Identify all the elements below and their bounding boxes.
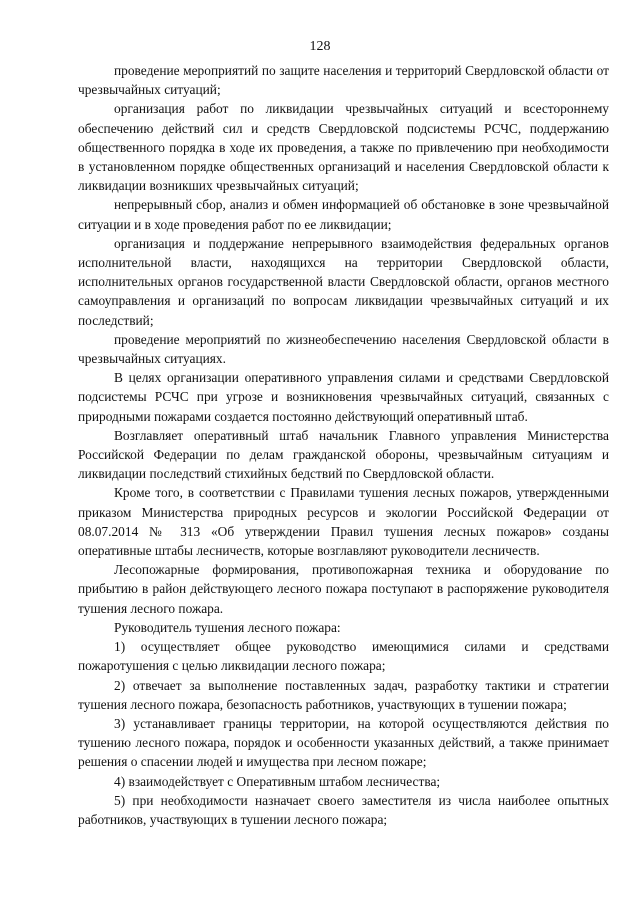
document-body: [78, 61, 609, 829]
list-item: 5) при необходимости назначает своего заместителя из числа наиболее опытных работников, участвующих в тушении лесного пожара;: [78, 792, 609, 827]
paragraph: Руководитель тушения лесного пожара:: [114, 619, 341, 635]
paragraph: проведение мероприятий по защите населения и территорий Свердловской области от чрезвычайных ситуаций;: [78, 63, 609, 98]
paragraph: Кроме того, в соответствии с Правилами тушения лесных пожаров, утвержденными приказом Министерства природных ресурсов и экологии Российской Федерации от 08.07.2014 № 313 «Об утверждении Правил тушения лесных пожаров» созданы оперативные штабы лесничеств, которые возглавляют руководители лесничеств.: [78, 485, 609, 559]
page-number: 128: [309, 39, 331, 54]
list-item: 4) взаимодействует с Оперативным штабом лесничества;: [114, 773, 441, 789]
paragraph: Возглавляет оперативный штаб начальник Главного управления Министерства Российской Федерации по делам гражданской обороны, чрезвычайным ситуациям и ликвидации последствий стихийных бедствий по Свердловской области.: [78, 427, 609, 482]
paragraph: Лесопожарные формирования, противопожарная техника и оборудование по прибытию в район действующего лесного пожара поступают в распоряжение руководителя тушения лесного пожара.: [78, 562, 609, 616]
paragraph: организация и поддержание непрерывного взаимодействия федеральных органов исполнительной власти, находящихся на территории Свердловской области, исполнительных органов государственной власти Свердловской области, органов местного самоуправления и организаций по вопросам ликвидации чрезвычайных ситуаций и их последствий;: [78, 235, 609, 328]
paragraph: проведение мероприятий по жизнеобеспечению населения Свердловской области в чрезвычайных ситуациях.: [78, 331, 609, 367]
paragraph: непрерывный сбор, анализ и обмен информацией об обстановке в зоне чрезвычайной ситуации и в ходе проведения работ по ее ликвидации;: [78, 197, 609, 232]
list-item: 2) отвечает за выполнение поставленных задач, разработку тактики и стратегии тушения лесного пожара, безопасность работников, участвующих в тушении пожара;: [78, 677, 609, 712]
paragraph: В целях организации оперативного управления силами и средствами Свердловской подсистемы РСЧС при угрозе и возникновения чрезвычайных ситуаций, связанных с природными пожарами создается постоянно действующий оперативный штаб.: [78, 370, 609, 424]
paragraph: организация работ по ликвидации чрезвычайных ситуаций и всестороннему обеспечению действий сил и средств Свердловской подсистемы РСЧС, поддержанию общественного порядка в ходе их проведения, а также по привлечению при необходимости в установленном порядке общественных организаций и населения Свердловской области к ликвидации возникших чрезвычайных ситуаций;: [78, 101, 609, 194]
list-item: 3) устанавливает границы территории, на которой осуществляются действия по тушению лесного пожара, порядок и особенности указанных действий, а также принимает решения о спасении людей и имущества при лесном пожаре;: [78, 715, 609, 770]
list-item: 1) осуществляет общее руководство имеющимися силами и средствами пожаротушения с целью ликвидации лесного пожара;: [78, 639, 609, 674]
